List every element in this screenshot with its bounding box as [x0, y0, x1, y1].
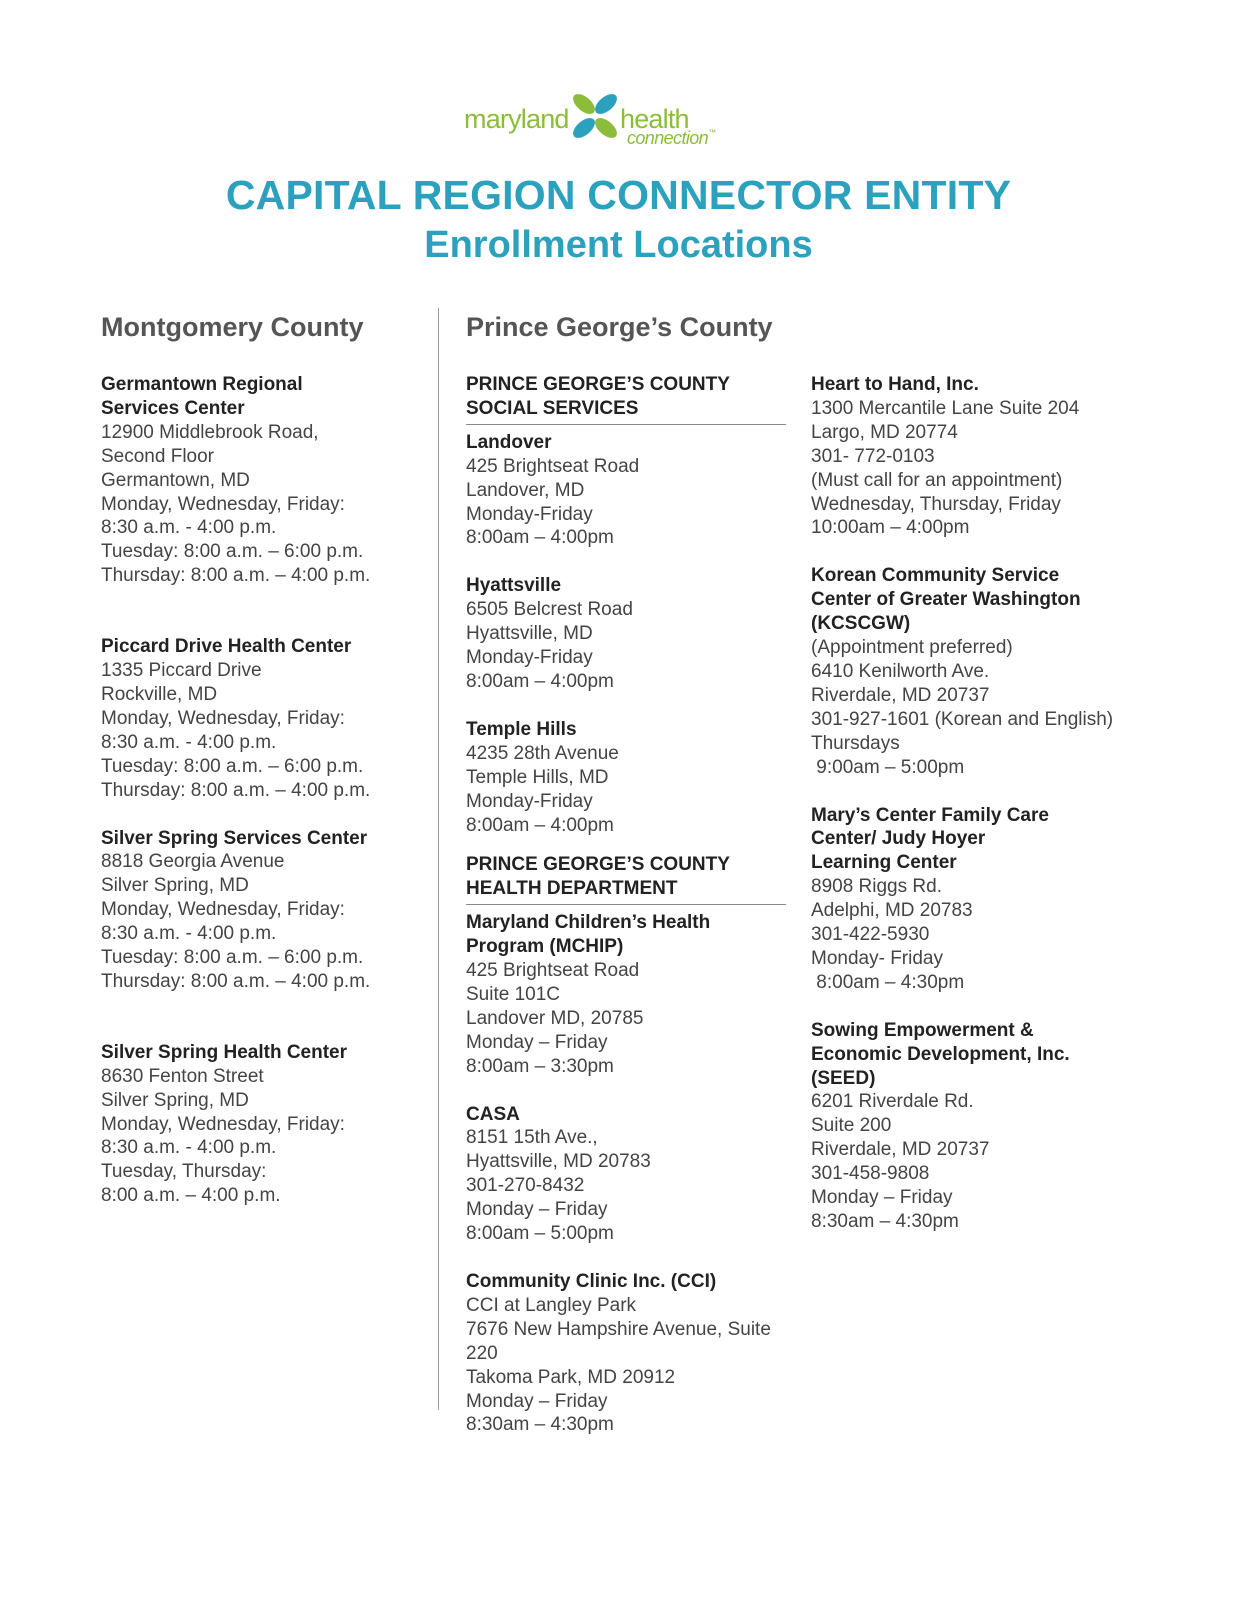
location-line: 301- 772-0103 [811, 445, 935, 467]
location-line: 425 Brightseat Road [466, 455, 640, 477]
location-line: Landover MD, 20785 [466, 1007, 644, 1029]
location-line: 1300 Mercantile Lane Suite 204 [811, 397, 1080, 419]
section-heading-health-department: PRINCE GEORGE’S COUNTY HEALTH DEPARTMENT [466, 853, 786, 905]
logo-flower-icon [567, 88, 623, 144]
location-name: Center of Greater Washington [811, 589, 1081, 611]
location-line: 425 Brightseat Road [466, 960, 640, 982]
location-name: Center/ Judy Hoyer [811, 828, 986, 850]
location-line: 8:00am – 4:00pm [466, 814, 614, 836]
location-name: CASA [466, 1103, 520, 1125]
column-divider [438, 308, 439, 1410]
location-name: (SEED) [811, 1067, 876, 1089]
location-line: 301-927-1601 (Korean and English) [811, 708, 1114, 730]
section-heading-social-services: PRINCE GEORGE’S COUNTY SOCIAL SERVICES [466, 373, 786, 425]
location-line: 6410 Kenilworth Ave. [811, 660, 990, 682]
logo-word-connection: connection™ [627, 128, 716, 148]
location-name: Community Clinic Inc. (CCI) [466, 1271, 717, 1292]
location-line: 301-422-5930 [811, 924, 930, 946]
location-line: 8:30am – 4:30pm [466, 1414, 614, 1436]
location-line: Thursdays [811, 732, 900, 754]
location-name: Piccard Drive Health Center [101, 636, 352, 658]
location-line: 301-270-8432 [466, 1175, 585, 1197]
location-line: Wednesday, Thursday, Friday [811, 493, 1061, 515]
location-line: 8630 Fenton Street [101, 1065, 264, 1087]
location-name: Mary’s Center Family Care [811, 804, 1049, 826]
county-heading-prince-georges: Prince George’s County [466, 312, 773, 342]
location-line: Tuesday: 8:00 a.m. – 6:00 p.m. [101, 541, 364, 563]
location-line: CCI at Langley Park [466, 1294, 637, 1316]
location-line: Monday – Friday [466, 1031, 608, 1053]
location-temple-hills [466, 718, 786, 838]
location-line: 8:30 a.m. - 4:00 p.m. [101, 923, 277, 945]
location-line: 6201 Riverdale Rd. [811, 1091, 974, 1113]
location-name: Services Center [101, 397, 245, 419]
location-line: Tuesday, Thursday: [101, 1161, 267, 1183]
location-name: Maryland Children’s Health [466, 912, 711, 934]
location-casa [466, 1103, 786, 1246]
logo-word-health: health [620, 104, 689, 134]
location-line: 8:00am – 4:00pm [466, 527, 614, 549]
location-line: Monday-Friday [466, 647, 593, 669]
location-line: Monday-Friday [466, 503, 593, 525]
location-line: Hyattsville, MD [466, 623, 593, 645]
location-line: 4235 28th Avenue [466, 742, 619, 764]
location-name: Sowing Empowerment & [811, 1019, 1034, 1041]
location-germantown [101, 373, 431, 588]
location-line: 6505 Belcrest Road [466, 599, 633, 621]
location-line: Monday, Wednesday, Friday: [101, 707, 345, 729]
location-name: Program (MCHIP) [466, 936, 624, 958]
location-line: 8:30 a.m. - 4:00 p.m. [101, 1137, 277, 1159]
location-line: 8151 15th Ave., [466, 1127, 598, 1149]
location-line: Monday – Friday [466, 1390, 608, 1412]
location-silver-spring-health [101, 1041, 431, 1208]
location-mchip [466, 911, 786, 1078]
location-line: Thursday: 8:00 a.m. – 4:00 p.m. [101, 779, 371, 801]
location-line: Riverdale, MD 20737 [811, 1139, 990, 1161]
location-name: Korean Community Service [811, 565, 1060, 587]
location-marys-center [811, 804, 1141, 995]
location-line: 10:00am – 4:00pm [811, 517, 970, 539]
location-name: Economic Development, Inc. [811, 1043, 1070, 1065]
location-line: 8:30 a.m. - 4:00 p.m. [101, 517, 277, 539]
location-line: Silver Spring, MD [101, 1089, 249, 1111]
location-line: 9:00am – 5:00pm [811, 756, 965, 778]
location-heart-to-hand [811, 373, 1141, 540]
location-landover [466, 431, 786, 551]
maryland-health-connection-logo [464, 84, 764, 150]
location-line: Landover, MD [466, 479, 585, 501]
location-kcscgw [811, 564, 1141, 779]
location-line: Rockville, MD [101, 683, 218, 705]
location-line: Riverdale, MD 20737 [811, 684, 990, 706]
page-title: CAPITAL REGION CONNECTOR ENTITY [225, 172, 1012, 218]
location-line: Thursday: 8:00 a.m. – 4:00 p.m. [101, 565, 371, 587]
location-line: (Must call for an appointment) [811, 469, 1063, 491]
location-community-clinic [466, 1270, 786, 1437]
location-line: Tuesday: 8:00 a.m. – 6:00 p.m. [101, 947, 364, 969]
location-line: 220 [466, 1342, 498, 1364]
location-line: Suite 101C [466, 983, 561, 1005]
location-name: Temple Hills [466, 718, 577, 740]
location-line: Takoma Park, MD 20912 [466, 1366, 676, 1388]
page-subtitle: Enrollment Locations [424, 224, 813, 266]
location-line: Temple Hills, MD [466, 766, 609, 788]
location-line: Tuesday: 8:00 a.m. – 6:00 p.m. [101, 755, 364, 777]
location-line: Adelphi, MD 20783 [811, 900, 973, 922]
location-line: 301-458-9808 [811, 1163, 930, 1185]
location-line: Monday – Friday [811, 1187, 953, 1209]
location-hyattsville [466, 574, 786, 694]
location-line: Thursday: 8:00 a.m. – 4:00 p.m. [101, 970, 371, 992]
location-line: Monday, Wednesday, Friday: [101, 899, 345, 921]
logo-word-maryland: maryland [464, 104, 569, 134]
location-name: Learning Center [811, 852, 957, 874]
location-line: 8:00am – 4:00pm [466, 670, 614, 692]
location-line: 8:30 a.m. - 4:00 p.m. [101, 731, 277, 753]
location-line: Monday, Wednesday, Friday: [101, 1113, 345, 1135]
location-line: Monday, Wednesday, Friday: [101, 493, 345, 515]
location-line: 7676 New Hampshire Avenue, Suite [466, 1318, 771, 1340]
location-name: Hyattsville [466, 575, 562, 597]
location-line: Monday-Friday [466, 790, 593, 812]
location-line: 1335 Piccard Drive [101, 660, 262, 682]
location-line: Monday- Friday [811, 947, 943, 969]
location-line: Silver Spring, MD [101, 875, 249, 897]
location-line: 8:00am – 4:30pm [811, 971, 965, 993]
location-name: Silver Spring Health Center [101, 1041, 348, 1063]
location-seed [811, 1019, 1141, 1234]
location-name: Heart to Hand, Inc. [811, 374, 979, 395]
location-line: Hyattsville, MD 20783 [466, 1151, 651, 1173]
location-line: 8818 Georgia Avenue [101, 851, 285, 873]
location-piccard-drive [101, 635, 431, 802]
location-line: 8:00am – 3:30pm [466, 1055, 614, 1077]
location-name: (KCSCGW) [811, 613, 911, 635]
location-line: 12900 Middlebrook Road, [101, 421, 319, 443]
location-line: Suite 200 [811, 1115, 892, 1137]
location-name: Landover [466, 431, 552, 453]
location-line: Second Floor [101, 445, 215, 467]
location-line: (Appointment preferred) [811, 637, 1013, 659]
location-line: Germantown, MD [101, 469, 250, 491]
location-name: Germantown Regional [101, 374, 303, 395]
county-heading-montgomery: Montgomery County [101, 312, 364, 342]
location-line: Largo, MD 20774 [811, 421, 958, 443]
prince-georges-community-locations [811, 373, 1141, 1234]
location-line: 8:30am – 4:30pm [811, 1211, 959, 1232]
location-name: Silver Spring Services Center [101, 827, 368, 849]
location-line: 8908 Riggs Rd. [811, 876, 942, 898]
prince-georges-agency-locations [466, 373, 786, 1437]
location-line: 8:00 a.m. – 4:00 p.m. [101, 1185, 281, 1207]
location-silver-spring-services [101, 827, 431, 994]
location-line: Monday – Friday [466, 1199, 608, 1221]
location-line: 8:00am – 5:00pm [466, 1223, 614, 1245]
montgomery-locations [101, 373, 431, 1208]
